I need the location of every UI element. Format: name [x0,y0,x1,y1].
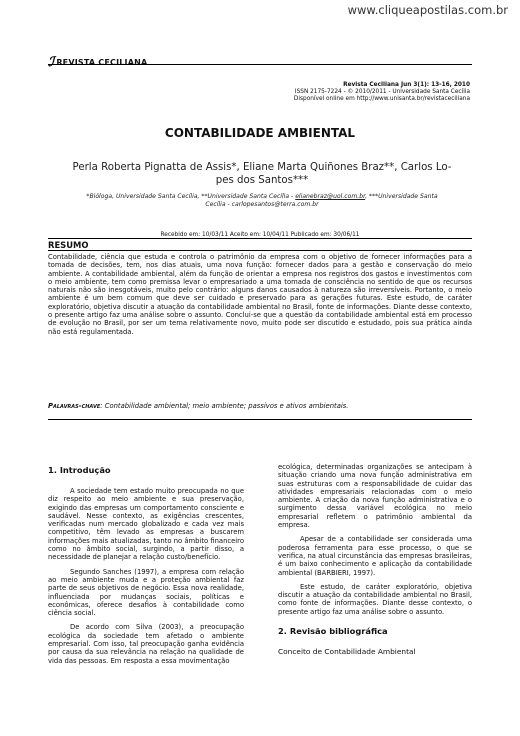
intro-paragraph-6: Este estudo, de caráter exploratório, objetiva discutir a atuação da contabilidade ambiental no Brasil, como fonte de informações. Diante desse contexto, o presente artigo faz uma análise sobre o assunto. [278,582,472,616]
section-heading-review: 2. Revisão bibliográfica [278,626,388,636]
journal-citation: Revista Ceciliana Jun 3(1): 13-16, 2010 [343,82,470,88]
affiliation-2: Universidade Santa Cecília - [207,193,296,200]
resumo-body: Contabilidade, ciência que estuda e controla o patrimônio da empresa com o objetivo de fornecer informações para a tomada de decisões, tem, nos dias atuais, uma nova função: fornecer dados para a gestão e conservação do meio ambiente. A contabilidade ambiental, além da função de orientar a empresa nos registros dos gastos e investimentos com o meio ambiente, tem como premissa levar o empresariado a uma tomada de consciência no sentido de que os recursos naturais não são inesgotáveis, muito pelo contrário: alguns danos causados à natureza são irreversíveis. Portanto, o meio ambiente é um bem comum que deve ser cuidado e preservado para as gerações futuras. Este estudo, de caráter exploratório, objetiva discutir a atuação da contabilidade ambiental no Brasil, fonte de informações. Diante desse contexto, o presente artigo faz uma análise sobre o assunto. Conclui-se que a questão da contabilidade ambiental está em processo de evolução no Brasil, por ser um tema relativamente novo, muito pode ser discutido e estudado, pois sua prática ainda não está regulamentada. [48,253,472,336]
intro-paragraph-5: Apesar de a contabilidade ser considerada uma poderosa ferramenta para esse processo, o que se verifica, na atual circunstância das empresas brasileiras, é um baixo conhecimento e aplicação da contabilidade ambiental (BARBIERI, 1997). [278,535,472,577]
header-rule [48,64,472,65]
resumo-heading-rule [48,250,472,251]
intro-paragraph-3: De acordo com Silva (2003), a preocupação ecológica da sociedade tem afetado o ambiente empresarial. Com isso, tal preocupação ganha evidência por causa da sua relevância na relação na qualidade de vida das pessoas. Em resposta a essa movimentação [48,623,244,665]
article-title: CONTABILIDADE AMBIENTAL [164,126,356,140]
affiliation-line-2: Cecília - carlopesantos@terra.com.br [205,201,319,208]
intro-paragraph-2: Segundo Sanches (1997), a empresa com relação ao meio ambiente muda e a proteção ambiental faz parte de seus objetivos de negócio. Essa nova realidade, influenciada por mudanças sociais, políticas e econômicas, oferece desafios à contabilidade como ciência social. [48,567,244,618]
author-affiliations [78,193,446,209]
article-dates: Recebido em: 10/03/11 Aceito em: 10/04/11 Publicado em: 30/06/11 [160,232,360,238]
intro-paragraph-1: A sociedade tem estado muito preocupada no que diz respeito ao meio ambiente e sua preservação, exigindo das empresas um comportamento consciente e saudável. Nesse contexto, as exigências crescentes, verificadas num mercado globalizado e cada vez mais competitivo, têm levado as empresas a buscarem informações mais atualizadas, tanto no âmbito financeiro como no âmbito social, surgindo, a partir disso, a necessidade de planejar a relação custo/benefício. [48,487,244,562]
subsection-heading-concept: Conceito de Contabilidade Ambiental [278,647,416,656]
affiliation-marker: ** [201,193,208,200]
left-column [48,487,244,671]
journal-logo-text: REVISTA CECILIANA [56,58,148,67]
site-watermark: www.cliqueapostilas.com.br [347,3,508,17]
journal-logo [48,55,147,70]
author-email-link[interactable]: elianebraz@uol.com.br [295,193,366,200]
section-heading-introduction: 1. Introdução [48,465,111,475]
intro-paragraph-4: ecológica, determinadas organizações se antecipam à situação criando uma nova função administrativa em suas estruturas com a responsabilidade de cuidar das atividades empresariais relacionadas com o meio ambiente. A criação da nova função administrativa e o surgimento dessa variável ecológica no meio empresarial refletem o patrimônio ambiental da empresa. [278,463,472,530]
affiliation-3: , ***Universidade Santa [365,193,438,200]
resumo-top-rule [48,238,472,239]
journal-issn: ISSN 2175-7224 - © 2010/2011 - Universidade Santa Cecília [294,89,470,95]
authors-line-1: Perla Roberta Pignatta de Assis*, Eliane Marta Quiñones Braz**, Carlos Lo- [72,162,452,173]
keywords-rule [48,419,472,420]
keywords-text: : Contabilidade ambiental; meio ambiente; passivos e ativos ambientais. [100,402,349,410]
journal-online: Disponível online em http://www.unisanta.br/revistaceciliana [293,96,470,102]
keywords-label: Palavras-chave [48,402,101,410]
journal-logo-icon: ℐ [48,55,55,70]
affiliation-1: *Bióloga, Universidade Santa Cecília, [86,193,202,200]
right-column [278,463,472,622]
affiliation-line-1 [78,193,446,201]
article-authors [62,161,462,187]
keywords [48,402,472,410]
authors-line-2: pes dos Santos*** [215,175,309,186]
resumo-heading: RESUMO [48,240,89,250]
